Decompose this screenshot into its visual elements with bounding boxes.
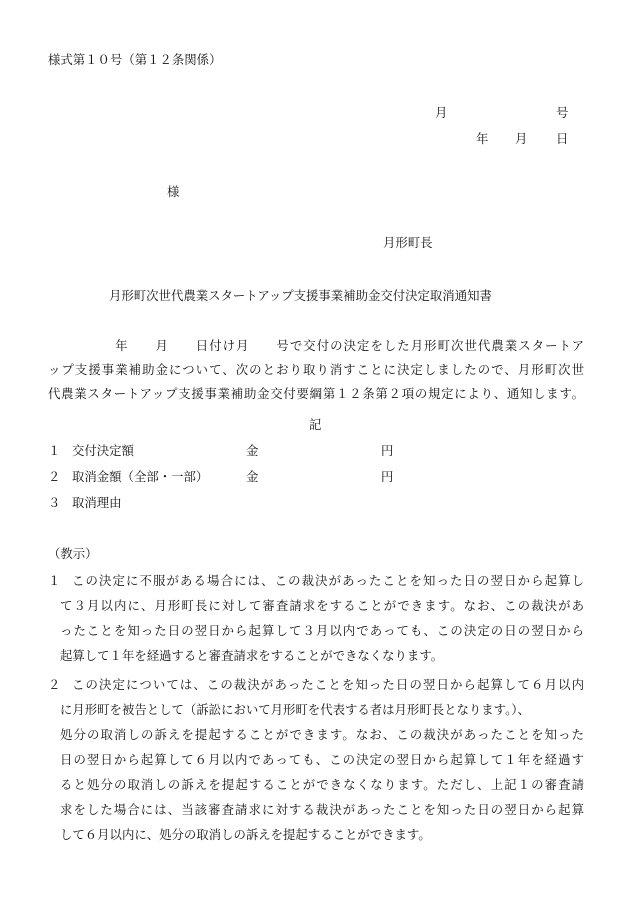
notice-item-2-number: ２ [48,677,61,692]
notice-item-1 [48,569,584,669]
item-2-currency: 金 [246,469,259,484]
notice-line: この決定に不服がある場合には、この裁決があったことを知った日の翌日から起算し [72,573,584,588]
item-3-number: ３ [48,495,61,510]
item-1-unit: 円 [381,443,394,458]
form-number: 様式第１０号（第１２条関係） [48,52,222,67]
notice-line: 起算して１年を経過すると審査請求をすることができなくなります。 [60,648,444,663]
item-3-label: 取消理由 [72,495,122,510]
body-line: ップ支援事業補助金について、次のとおり取り消すことに決定しましたので、月形町次世 [48,362,584,377]
notice-line: ると処分の取消しの訴えを提起することができなくなります。ただし、上記１の審査請 [60,777,584,792]
body-paragraph [48,334,584,406]
notice-line: この決定については、この裁決があったことを知った日の翌日から起算して６月以内 [72,677,584,692]
notice-line: 求をした場合には、当該審査請求に対する裁決があったことを知った日の翌日から起算 [60,802,584,817]
doc-number-month: 月 [435,105,448,120]
notice-line: して６月以内に、処分の取消しの訴えを提起することができます。 [60,827,431,842]
notice-line: に月形町を被告として（訴訟において月形町を代表する者は月形町長となります。）、 [60,702,530,717]
date-day: 日 [556,131,569,146]
date-year: 年 [476,131,489,146]
notice-line: て３月以内に、月形町長に対して審査請求をすることができます。なお、この裁決があ [60,598,584,613]
item-1-number: １ [48,443,61,458]
item-2-number: ２ [48,469,61,484]
document-title: 月形町次世代農業スタートアップ支援事業補助金交付決定取消通知書 [109,288,492,303]
date-month: 月 [515,131,528,146]
item-1-label: 交付決定額 [72,443,134,458]
addressee-suffix: 様 [167,184,180,199]
notice-item-2 [48,673,584,853]
notice-line: 処分の取消しの訴えを提起することができます。なお、この裁決があったことを知った [60,727,584,742]
sender: 月形町長 [383,235,433,250]
body-line: 年 月 日付け月 号で交付の決定をした月形町次世代農業スタートア [48,338,584,353]
notice-item-1-number: １ [48,573,61,588]
item-1-currency: 金 [246,443,259,458]
notice-line: 日の翌日から起算して６月以内であっても、この決定の翌日から起算して１年を経過す [60,752,584,767]
item-2-unit: 円 [381,469,394,484]
doc-number-label: 号 [556,105,569,120]
notice-line: ったことを知った日の翌日から起算して３月以内であっても、この決定の日の翌日から [60,623,584,638]
body-line: 代農業スタートアップ支援事業補助金交付要綱第１２条第２項の規定により、通知します。 [48,386,584,401]
ki-heading: 記 [309,417,322,432]
item-2-label: 取消金額（全部・一部） [72,469,209,484]
notice-heading: （教示） [48,546,98,561]
